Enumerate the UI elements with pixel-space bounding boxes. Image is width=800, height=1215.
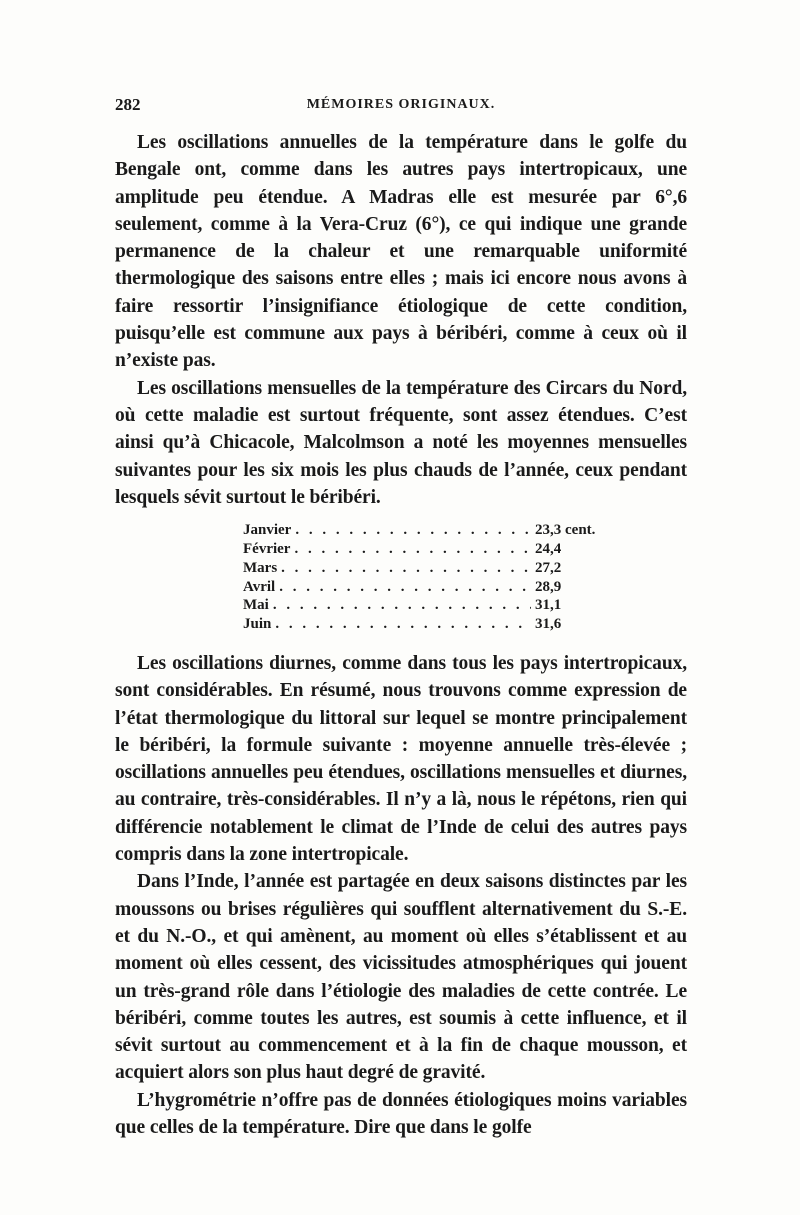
dot-leader <box>295 521 531 540</box>
month-label: Mai <box>243 597 269 614</box>
paragraph-annual-oscillations: Les oscillations annuelles de la température dans le golfe du Bengale ont, comme dans les autres pays intertropicaux, une amplitude peu étendue. A Madras elle est mesurée par 6°,6 seulement, comme à la Vera-Cruz (6°), ce qui indique une grande permanence de la chaleur et une remarquable uniformité thermologique des saisons entre elles ; mais ici encore nous avons à faire ressortir l’insignifiance étiologique de cette condition, puisqu’elle est commune aux pays à béribéri, comme à ceux où il n’existe pas. <box>115 132 687 372</box>
temperature-value: 27,2 <box>535 559 562 576</box>
book-page <box>115 95 687 1141</box>
month-label: Janvier <box>243 522 292 539</box>
temperature-value: 31,1 <box>535 597 562 614</box>
dot-leader <box>294 540 531 559</box>
month-label: Février <box>243 540 291 557</box>
month-label: Mars <box>243 559 278 576</box>
temperature-value: 23,3 cent. <box>535 522 596 539</box>
table-row <box>243 540 623 559</box>
running-title: MÉMOIRES ORIGINAUX. <box>306 97 496 112</box>
table-row <box>243 596 623 615</box>
table-row <box>243 578 623 597</box>
temperature-value: 28,9 <box>535 578 562 595</box>
month-label: Avril <box>243 578 276 595</box>
month-label: Juin <box>243 616 272 633</box>
table-row <box>243 615 623 634</box>
paragraph-monthly-oscillations: Les oscillations mensuelles de la température des Circars du Nord, où cette maladie est surtout fréquente, sont assez étendues. C’est ainsi qu’à Chicacole, Malcolmson a noté les moyennes mensuelles suivantes pour les six mois les plus chauds de l’année, ceux pendant lesquels sévit surtout le béribéri. <box>115 377 687 508</box>
temperature-value: 24,4 <box>535 540 562 557</box>
table-row <box>243 521 623 540</box>
paragraph-hygrometry: L’hygrométrie n’offre pas de données étiologiques moins variables que celles de la température. Dire que dans le golfe <box>115 1089 687 1138</box>
dot-leader <box>275 615 531 634</box>
dot-leader <box>281 559 531 578</box>
running-head <box>115 95 687 121</box>
temperature-value: 31,6 <box>535 616 562 633</box>
dot-leader <box>279 578 531 597</box>
page-number: 282 <box>115 95 141 114</box>
dot-leader <box>273 596 531 615</box>
table-row <box>243 559 623 578</box>
paragraph-monsoons: Dans l’Inde, l’année est partagée en deux saisons distinctes par les moussons ou brises régulières qui soufflent alternativement du S.-E. et du N.-O., et qui amènent, au moment où elles s’établissent et au moment où elles cessent, des vicissitudes atmosphériques qui jouent un très-grand rôle dans l’étiologie des maladies de cette contrée. Le béribéri, comme toutes les autres, est soumis à cette influence, et il sévit surtout au commencement et à la fin de chaque mousson, et acquiert alors son plus haut degré de gravité. <box>115 871 687 1084</box>
paragraph-diurnal-oscillations: Les oscillations diurnes, comme dans tous les pays intertropicaux, sont considérables. En résumé, nous trouvons comme expression de l’état thermologique du littoral sur lequel se montre principalement le béribéri, la formule suivante : moyenne annuelle très-élevée ; oscillations annuelles peu étendues, oscillations mensuelles et diurnes, au contraire, très-considérables. Il n’y a là, nous le répétons, rien qui différencie notablement le climat de l’Inde de celui des autres pays compris dans la zone intertropicale. <box>115 652 687 866</box>
temperature-table <box>243 521 623 634</box>
